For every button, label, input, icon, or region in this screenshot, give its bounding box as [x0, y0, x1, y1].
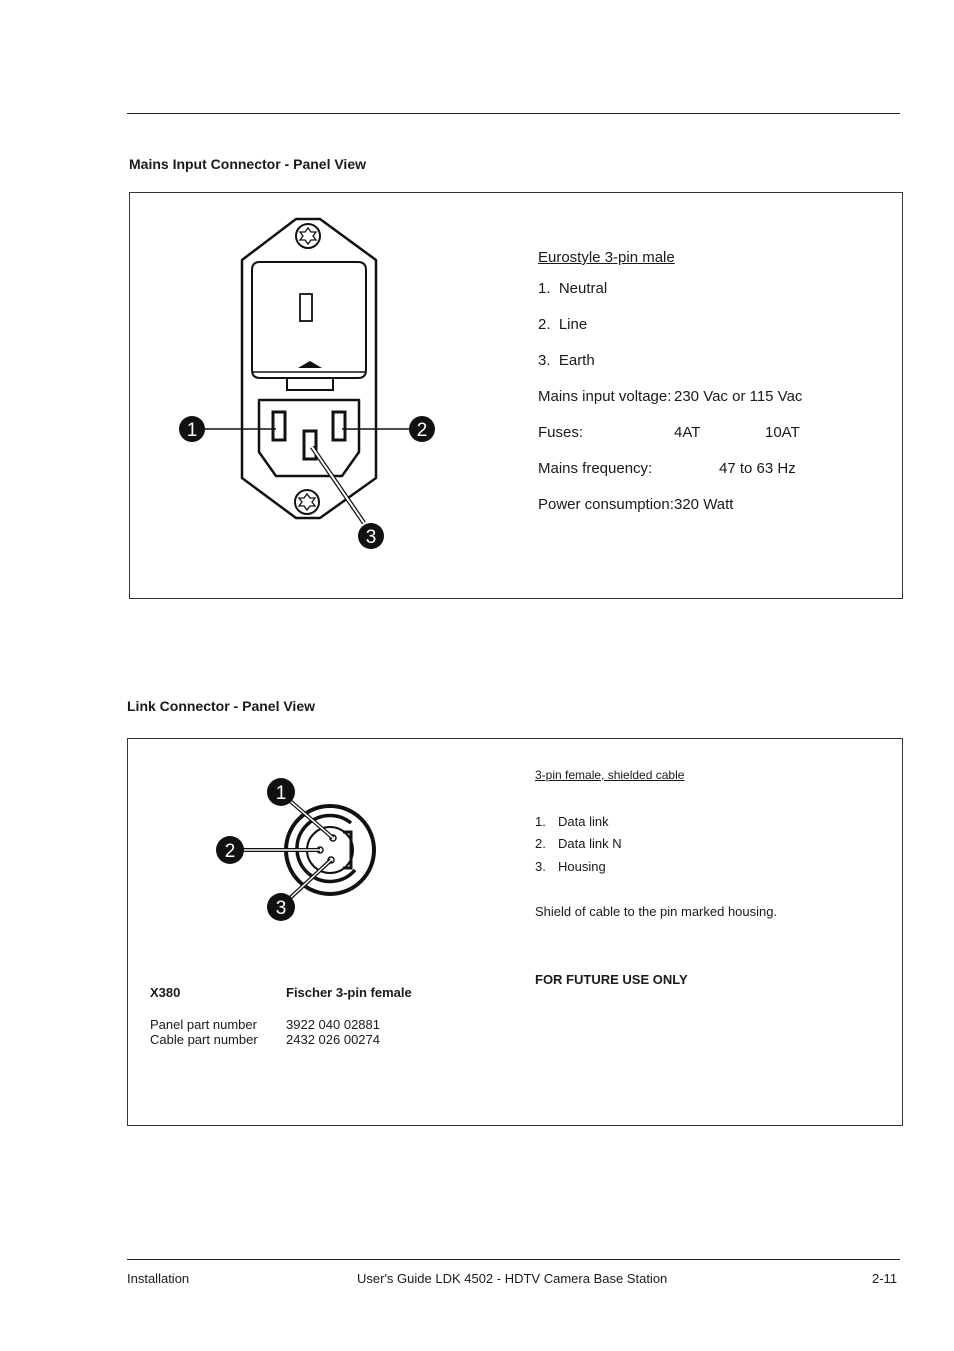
mains-heading: Mains Input Connector - Panel View	[129, 156, 366, 172]
mains-pin-1: 1. Neutral	[538, 280, 608, 297]
spec-fuses-value-2: 10AT	[765, 424, 800, 441]
shield-note: Shield of cable to the pin marked housing.	[535, 904, 778, 919]
link-pin-1-num: 1.	[535, 814, 546, 829]
link-pin-3-num: 3.	[535, 859, 546, 874]
link-pin-2-num: 2.	[535, 836, 546, 851]
link-pin-3-label: Housing	[558, 859, 606, 874]
cable-part-label: Cable part number	[150, 1032, 258, 1047]
link-callout-1: 1	[275, 783, 287, 804]
spec-fuses-value-1: 4AT	[674, 424, 701, 441]
mains-callout-2: 2	[416, 420, 428, 441]
link-heading: Link Connector - Panel View	[127, 698, 316, 714]
spec-voltage-label: Mains input voltage:	[538, 388, 672, 405]
panel-part-value: 3922 040 02881	[286, 1017, 380, 1032]
link-pin-2-label: Data link N	[558, 836, 622, 851]
link-callout-2: 2	[224, 841, 236, 862]
footer-rule	[127, 1259, 900, 1260]
mains-connector-title: Eurostyle 3-pin male	[538, 249, 675, 266]
spec-power-value: 320 Watt	[674, 496, 734, 513]
future-use-note: FOR FUTURE USE ONLY	[535, 972, 688, 987]
mains-callout-3: 3	[365, 527, 377, 548]
link-connector-title: 3-pin female, shielded cable	[535, 768, 685, 782]
link-pin-1-label: Data link	[558, 814, 609, 829]
spec-frequency-label: Mains frequency:	[538, 460, 653, 477]
link-callout-3: 3	[275, 898, 287, 919]
spec-power-label: Power consumption:	[538, 496, 674, 513]
spec-fuses-label: Fuses:	[538, 424, 584, 441]
spec-frequency-value: 47 to 63 Hz	[719, 460, 796, 477]
cable-part-value: 2432 026 00274	[286, 1032, 380, 1047]
part-name: Fischer 3-pin female	[286, 985, 412, 1000]
mains-pin-3: 3. Earth	[538, 352, 595, 369]
footer-section: Installation	[127, 1271, 190, 1286]
mains-pin-2: 2. Line	[538, 316, 588, 333]
mains-callout-1: 1	[186, 420, 198, 441]
footer-title: User's Guide LDK 4502 - HDTV Camera Base Station	[357, 1271, 668, 1286]
spec-voltage-value: 230 Vac or 115 Vac	[674, 388, 803, 405]
footer-page-number: 2-11	[872, 1271, 898, 1286]
part-id: X380	[150, 985, 181, 1000]
panel-part-label: Panel part number	[150, 1017, 257, 1032]
